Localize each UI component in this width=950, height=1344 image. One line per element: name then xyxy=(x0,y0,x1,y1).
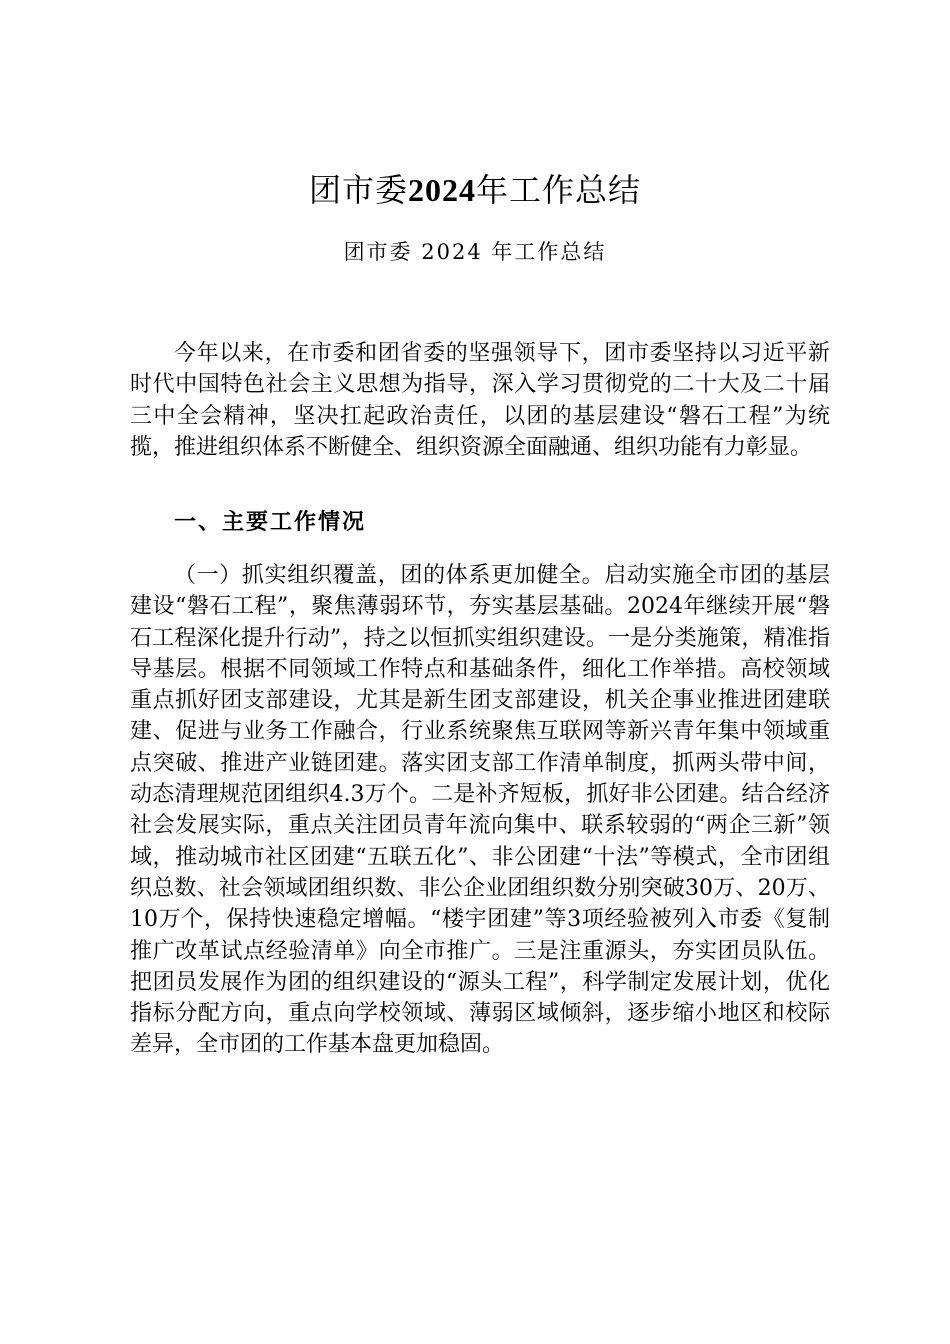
section-1-paragraph: （一）抓实组织覆盖，团的体系更加健全。启动实施全市团的基层建设“磐石工程”，聚焦薄弱环节，夯实基层基础。2024年继续开展“磐石工程深化提升行动”，持之以恒抓实组织建设。一是分类施策，精准指导基层。根据不同领域工作特点和基础条件，细化工作举措。高校领域重点抓好团支部建设，尤其是新生团支部建设，机关企事业推进团建联建、促进与业务工作融合，行业系统聚焦互联网等新兴青年集中领域重点突破、推进产业链团建。落实团支部工作清单制度，抓两头带中间，动态清理规范团组织4.3万个。二是补齐短板，抓好非公团建。结合经济社会发展实际，重点关注团员青年流向集中、联系较弱的“两企三新”领域，推动城市社区团建“五联五化”、非公团建“十法”等模式，全市团组织总数、社会领域团组织数、非公企业团组织数分别突破30万、20万、10万个，保持快速稳定增幅。“楼宇团建”等3项经验被列入市委《复制推广改革试点经验清单》向全市推广。三是注重源头，夯实团员队伍。把团员发展作为团的组织建设的“源头工程”，科学制定发展计划，优化指标分配方向，重点向学校领域、薄弱区域倾斜，逐步缩小地区和校际差异，全市团的工作基本盘更加稳固。 xyxy=(130,563,830,1058)
intro-paragraph: 今年以来，在市委和团省委的坚强领导下，团市委坚持以习近平新时代中国特色社会主义思想为指导，深入学习贯彻党的二十大及二十届三中全会精神，坚决扛起政治责任，以团的基层建设“磐石工程”为统揽，推进组织体系不断健全、组织资源全面融通、组织功能有力彰显。 xyxy=(130,341,830,460)
title-suffix: 年工作总结 xyxy=(476,171,642,209)
document-title xyxy=(0,166,950,214)
document-subtitle: 团市委 2024 年工作总结 xyxy=(343,240,607,264)
title-year: 2024 xyxy=(408,172,476,208)
section-heading-1: 一、主要工作情况 xyxy=(174,509,367,535)
title-prefix: 团市委 xyxy=(308,171,408,209)
